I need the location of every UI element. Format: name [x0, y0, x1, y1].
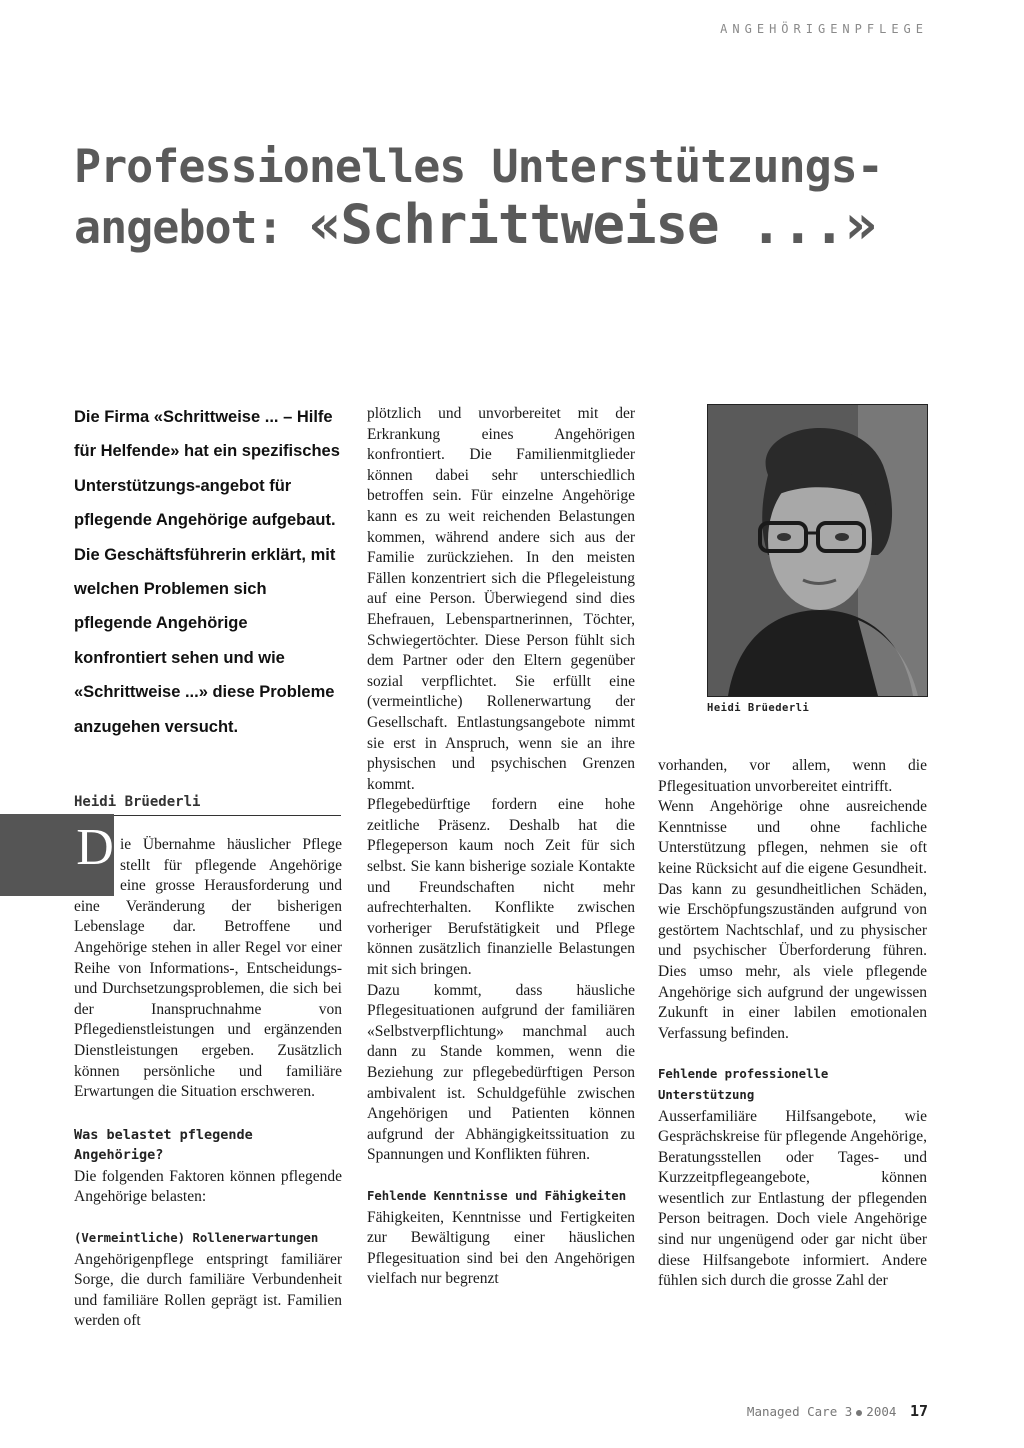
column-3 — [658, 756, 927, 1292]
page-footer — [747, 1402, 928, 1420]
page-number: 17 — [909, 1402, 928, 1420]
issue-number: 3 — [844, 1404, 853, 1419]
dropcap-letter: D — [76, 819, 114, 876]
paragraph-professionelle-unterstuetzung: Ausserfamiliäre Hilfsangebote, wie Gesprächskreise für pflegende Angehörige, Beratungsstellen oder Tages- und Kurzzeitpflegeangebote, können wesentlich zur Entlastung der pflegenden Person beitragen. Doch viele Angehörige sind nur ungenügend oder gar nicht über diese Hilfsangebote informiert. Andere fühlen sich durch die grosse Zahl der — [658, 1107, 927, 1290]
title-line-1: Professionelles Unterstützungs- — [74, 140, 883, 193]
heading-kenntnisse: Fehlende Kenntnisse und Fähigkeiten — [367, 1188, 627, 1203]
portrait-photo — [707, 404, 928, 697]
heading-was-belastet: Was belastet pflegende Angehörige? — [74, 1126, 253, 1163]
title-line-2-prefix: angebot: — [74, 201, 309, 254]
article-title — [74, 138, 954, 257]
column-2 — [367, 404, 635, 1290]
title-line-2 — [74, 193, 954, 257]
paragraph-col2-1: plötzlich und unvorbereitet mit der Erkrankung eines Angehörigen konfrontiert. Die Familienmitglieder können dabei sehr unterschiedlich betroffen sein. Für einzelne Angehörige kann es zu weit reichenden Belastungen kommen, während andere sich aus der Familie zurückziehen. In den meisten Fällen konzentriert sich die Pflegeleistung auf eine Person. Überwiegend sind dies Ehefrauen, Lebenspartnerinnen, Töchter, Schwiegertöchter. Diese Person fühlt sich dem Partner oder den Eltern gegenüber sozial verpflichtet. Sie erfüllt eine (vermeintliche) Rollenerwartung der Gesellschaft. Entlastungsangebote nimmt sie erst in Anspruch, wenn sie an ihre physischen und psychischen Grenzen kommt. — [367, 405, 635, 793]
bullet-dot — [856, 1410, 862, 1416]
paragraph-belastet: Die folgenden Faktoren können pflegende Angehörige belasten: — [74, 1167, 342, 1206]
paragraph-rollenerwartungen: Angehörigenpflege entspringt familiärer Sorge, die durch familiäre Verbundenheit und familiäre Rollen geprägt ist. Familien werden oft — [74, 1250, 342, 1330]
photo-caption: Heidi Brüederli — [707, 702, 810, 714]
paragraph-col2-3: Dazu kommt, dass häusliche Pflegesituationen aufgrund der familiären «Selbstverpflichtung» manchmal auch dann zu Stande kommen, wenn die Beziehung zur pflegebedürftigen Person ambivalent ist. Schuldgefühle zwischen Angehörigen und Patienten können aufgrund der Abhängigkeitssituation zu Spannungen und Konflikten führen. — [367, 981, 635, 1164]
paragraph-col3-1: vorhanden, vor allem, wenn die Pflegesituation unvorbereitet eintrifft. — [658, 757, 927, 795]
issue-year: 2004 — [866, 1404, 897, 1419]
intro-paragraph — [74, 835, 342, 1103]
heading-professionelle-unterstuetzung: Fehlende professionelle Unterstützung — [658, 1067, 829, 1102]
paragraph-kenntnisse: Fähigkeiten, Kenntnisse und Fertigkeiten zur Bewältigung einer häuslichen Pflegesituation sind bei den Angehörigen vielfach nur begrenzt — [367, 1208, 635, 1288]
dropcap-spacer — [74, 835, 114, 891]
section-tag: ANGEHÖRIGENPFLEGE — [720, 22, 928, 36]
journal-name: Managed Care — [746, 1404, 838, 1419]
byline: Heidi Brüederli — [74, 794, 341, 816]
title-line-2-big: «Schrittweise ...» — [308, 193, 877, 256]
heading-rollenerwartungen: (Vermeintliche) Rollenerwartungen — [74, 1230, 319, 1245]
portrait-illustration — [708, 405, 927, 696]
paragraph-col3-2: Wenn Angehörige ohne ausreichende Kenntnisse und ohne fachliche Unterstützung pflegen, nehmen sie oft keine Rücksicht auf die eigene Gesundheit. Das kann zu gesundheitlichen Schäden, wie Erschöpfungszuständen aufgrund von gestörtem Nachtschlaf, und zu physischer und psychischer Überforderung führen. Dies umso mehr, als viele pflegende Angehörige sich aufgrund der ungewissen Zukunft in einer labilen emotionalen Verfassung befinden. — [658, 798, 927, 1042]
paragraph-col2-2: Pflegebedürftige fordern eine hohe zeitliche Präsenz. Deshalb hat die Pflegeperson kaum noch Zeit für sich selbst. Sie kann bisherige soziale Kontakte und Freundschaften nicht mehr aufrechterhalten. Konflikte zwischen vorheriger Berufstätigkeit und Pflege können zusätzlich finanzielle Belastungen mit sich bringen. — [367, 796, 635, 979]
column-1 — [74, 835, 342, 1332]
intro-text: ie Übernahme häuslicher Pflege stellt für pflegende Angehörige eine grosse Herausforderung und eine Veränderung der bisherigen Lebenslage dar. Betroffene und Angehörige stehen in aller Regel vor einer Reihe von Informations-, Entscheidungs- und Durchsetzungsproblemen, die sich bei der Inanspruchnahme von Pflegedienstleistungen und ergänzenden Dienstleistungen ergeben. Zusätzlich können persönliche und familiäre Erwartungen die Situation erschweren. — [74, 836, 342, 1101]
lead-paragraph: Die Firma «Schrittweise ... – Hilfe für Helfende» hat ein spezifisches Unterstützungs-angebot für pflegende Angehörige aufgebaut. Die Geschäftsführerin erklärt, mit welchen Problemen sich pflegende Angehörige konfrontiert sehen und wie «Schrittweise ...» diese Probleme anzugehen versucht. — [74, 408, 340, 736]
